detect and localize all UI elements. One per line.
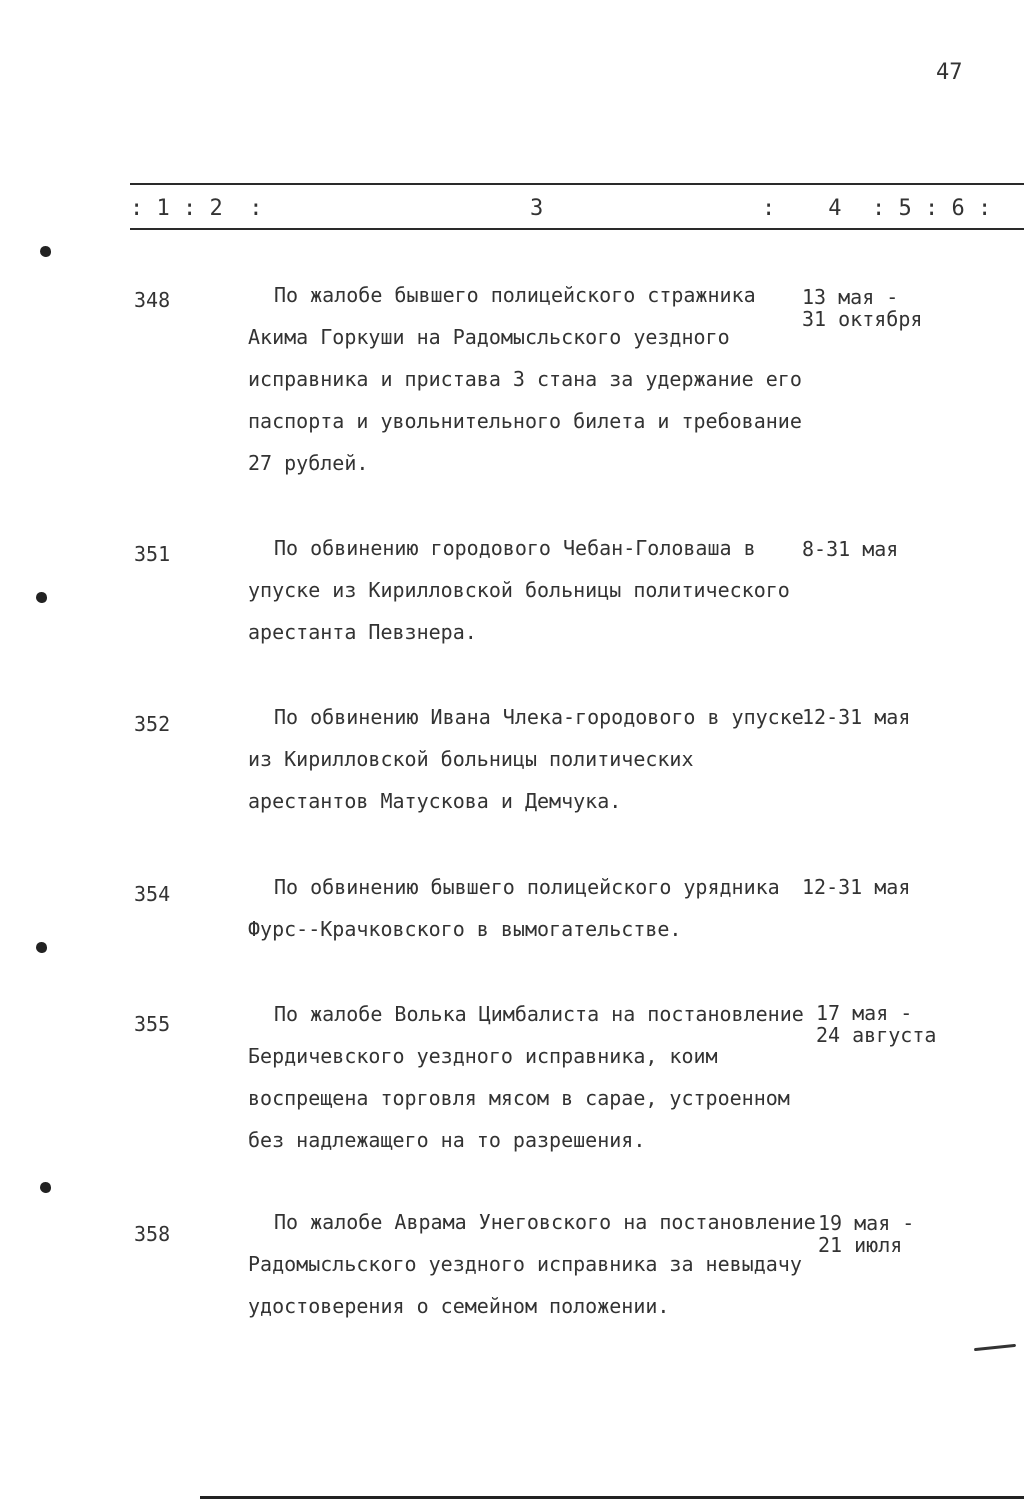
- entry-text: По обвинению Ивана Члека-городового в упуске из Кирилловской больницы политических арестантов Матускова и Демчука.: [248, 705, 804, 813]
- header-column-3: 3: [530, 196, 544, 221]
- entry-dates: 19 мая - 21 июля: [818, 1211, 915, 1257]
- entry-number: 355: [134, 1012, 171, 1036]
- page-bottom-edge: [200, 1496, 1024, 1499]
- entry-number: 354: [134, 882, 171, 906]
- entry-number: 352: [134, 712, 171, 736]
- entry-number: 358: [134, 1222, 171, 1246]
- header-columns-1-2: : 1 : 2 :: [130, 196, 263, 221]
- entry-text: По жалобе бывшего полицейского стражника Акима Горкуши на Радомысльского уездного исправника и пристава 3 стана за удержание его паспорта и увольнительного билета и требование 27 рублей.: [248, 283, 802, 475]
- header-bottom-rule: [130, 228, 1024, 230]
- binding-mark: [36, 592, 47, 603]
- margin-dash-mark: [974, 1344, 1016, 1351]
- entry-dates: 12-31 мая: [802, 875, 911, 899]
- entry-text: По обвинению бывшего полицейского урядника Фурс--Крачковского в вымогательстве.: [248, 875, 780, 941]
- header-top-rule: [130, 183, 1024, 185]
- header-column-4: : 4: [762, 196, 842, 221]
- entry-text: По жалобе Аврама Унеговского на постановление Радомысльского уездного исправника за невыдачу удостоверения о семейном положении.: [248, 1210, 816, 1318]
- entry-dates: 13 мая - 31 октября: [802, 285, 923, 331]
- entry-dates: 17 мая - 24 августа: [816, 1001, 937, 1047]
- entry-dates: 8-31 мая: [802, 537, 899, 561]
- entry-text: По обвинению городового Чебан-Головаша в упуске из Кирилловской больницы политического арестанта Певзнера.: [248, 536, 790, 644]
- binding-mark: [40, 1182, 51, 1193]
- entry-text: По жалобе Волька Цимбалиста на постановление Бердичевского уездного исправника, коим воспрещена торговля мясом в сарае, устроенном без надлежащего на то разрешения.: [248, 1002, 804, 1152]
- entry-number: 348: [134, 288, 171, 312]
- page-number: 47: [936, 60, 963, 85]
- entry-number: 351: [134, 542, 171, 566]
- binding-mark: [36, 942, 47, 953]
- header-columns-5-6: : 5 : 6 :: [872, 196, 992, 221]
- entry-dates: 12-31 мая: [802, 705, 911, 729]
- binding-mark: [40, 246, 51, 257]
